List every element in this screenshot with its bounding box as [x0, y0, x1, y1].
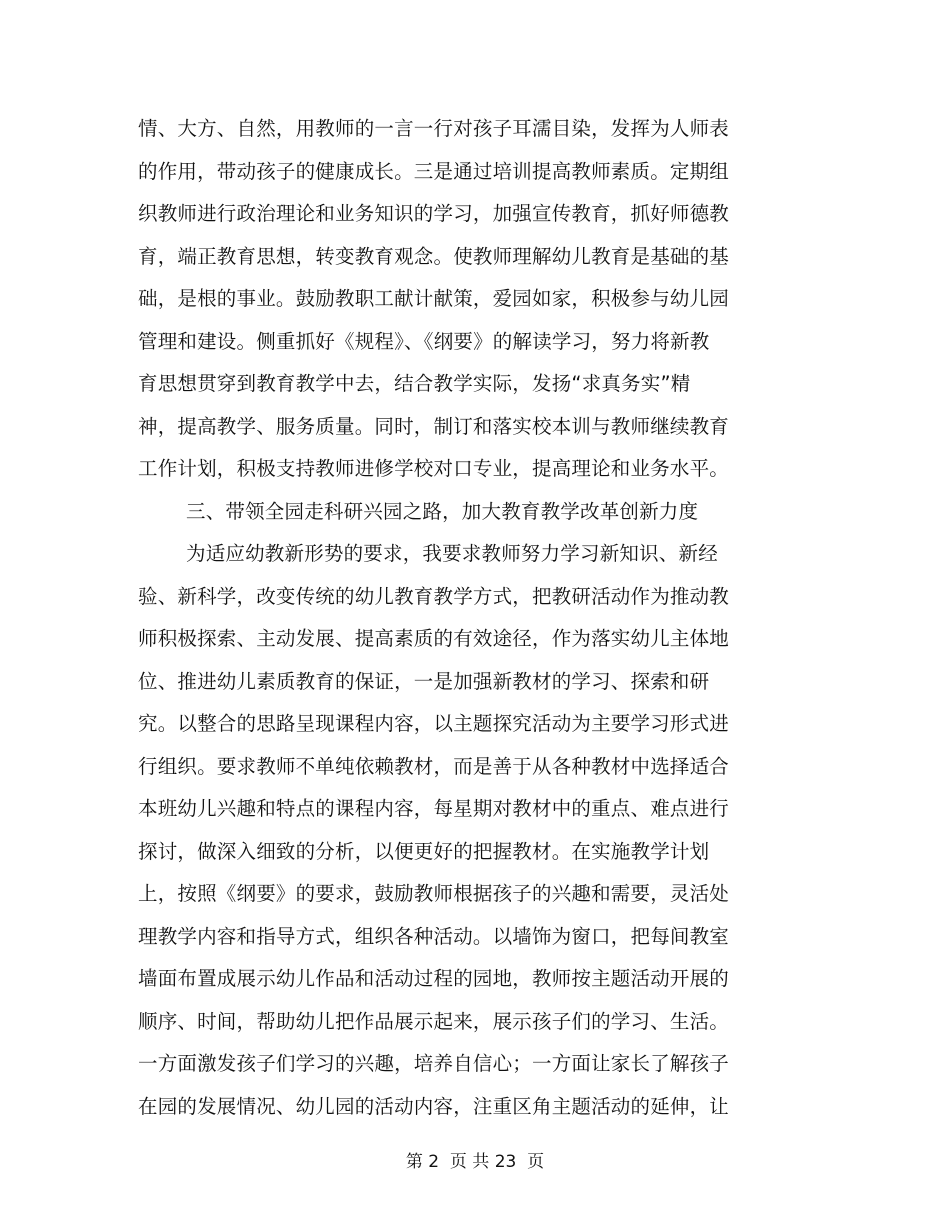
text-line: 育思想贯穿到教育教学中去，结合教学实际，发扬“求真务实”精	[138, 372, 691, 395]
text-line: 顺序、时间，帮助幼儿把作品展示起来，展示孩子们的学习、生活。	[138, 1009, 730, 1033]
text-line: 在园的发展情况、幼儿园的活动内容，注重区角主题活动的延伸，让	[138, 1094, 730, 1118]
text-line: 管理和建设。侧重抓好《规程》、《纲要》的解读学习，努力将新教	[138, 329, 710, 353]
document-body	[138, 108, 758, 1128]
text-line: 验、新科学，改变传统的幼儿教育教学方式，把教研活动作为推动教	[138, 584, 730, 608]
paragraph-3	[138, 533, 758, 1128]
text-line: 一方面激发孩子们学习的兴趣，培养自信心；一方面让家长了解孩子	[138, 1052, 730, 1075]
text-line: 究。以整合的思路呈现课程内容，以主题探究活动为主要学习形式进	[138, 712, 730, 735]
page-number-footer: 第 2 页 共 23 页	[405, 1152, 545, 1172]
text-line: 情、大方、自然，用教师的一言一行对孩子耳濡目染，发挥为人师表	[138, 117, 730, 140]
text-line: 工作计划，积极支持教师进修学校对口专业，提高理论和业务水平。	[138, 457, 730, 480]
text-line: 三、带领全园走科研兴园之路，加大教育教学改革创新力度	[186, 499, 699, 523]
text-line: 的作用，带动孩子的健康成长。三是通过培训提高教师素质。定期组	[138, 159, 730, 183]
text-line: 育，端正教育思想，转变教育观念。使教师理解幼儿教育是基础的基	[138, 244, 730, 268]
text-line: 墙面布置成展示幼儿作品和活动过程的园地，教师按主题活动开展的	[138, 967, 730, 990]
section-heading	[138, 491, 758, 534]
text-line: 探讨，做深入细致的分析，以便更好的把握教材。在实施教学计划	[138, 839, 710, 863]
text-line: 师积极探索、主动发展、提高素质的有效途径，作为落实幼儿主体地	[138, 627, 730, 650]
text-line: 理教学内容和指导方式，组织各种活动。以墙饰为窗口，把每间教室	[138, 924, 730, 948]
text-line: 本班幼儿兴趣和特点的课程内容，每星期对教材中的重点、难点进行	[138, 797, 730, 820]
text-line: 织教师进行政治理论和业务知识的学习，加强宣传教育，抓好师德教	[138, 202, 730, 225]
text-line: 神，提高教学、服务质量。同时，制订和落实校本训与教师继续教育	[138, 414, 730, 438]
text-line: 为适应幼教新形势的要求，我要求教师努力学习新知识、新经	[186, 542, 718, 565]
text-line: 位、推进幼儿素质教育的保证，一是加强新教材的学习、探索和研	[138, 669, 710, 693]
paragraph-1	[138, 108, 758, 491]
text-line: 上，按照《纲要》的要求，鼓励教师根据孩子的兴趣和需要，灵活处	[138, 882, 730, 905]
text-line: 行组织。要求教师不单纯依赖教材，而是善于从各种教材中选择适合	[138, 754, 730, 778]
text-line: 础，是根的事业。鼓励教职工献计献策，爱园如家，积极参与幼儿园	[138, 287, 730, 310]
